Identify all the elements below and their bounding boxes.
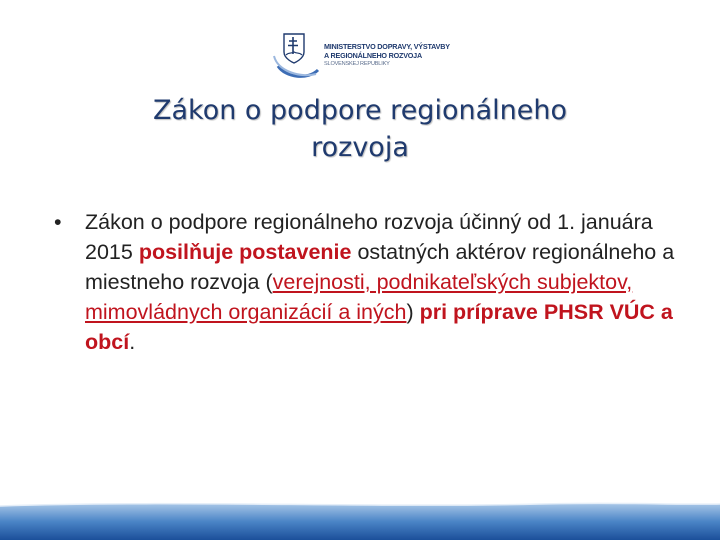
bullet-text-plain: Zákon o podpore regionálneho rozvoja účinný od 1. januára 2015 bbox=[85, 210, 653, 264]
slide-title-line1: Zákon o podpore regionálneho bbox=[153, 95, 567, 126]
bullet-underlined-stakeholders: verejnosti, podnikateľských subjektov, mimovládnych organizácií a iných bbox=[85, 270, 633, 324]
ministry-name-line1: MINISTERSTVO DOPRAVY, VÝSTAVBY bbox=[324, 42, 450, 51]
slide-title bbox=[60, 92, 660, 166]
bullet-emphasis-preparation: pri príprave PHSR VÚC a obcí bbox=[85, 300, 673, 354]
bullet-text-period: . bbox=[129, 330, 136, 354]
ministry-logo bbox=[272, 26, 452, 82]
footer-wave-decoration bbox=[0, 496, 720, 540]
slide-title-line2: rozvoja bbox=[311, 132, 409, 163]
ministry-name bbox=[324, 42, 450, 68]
bullet-text bbox=[85, 207, 704, 357]
coat-of-arms-emblem-icon bbox=[272, 26, 322, 82]
bullet-item bbox=[54, 207, 704, 357]
ministry-name-line2: A REGIONÁLNEHO ROZVOJA bbox=[324, 51, 422, 60]
bullet-text-paren: ) bbox=[406, 300, 420, 324]
ministry-country: SLOVENSKEJ REPUBLIKY bbox=[324, 61, 390, 67]
bullet-marker: • bbox=[54, 210, 62, 234]
bullet-text-actors: ostatných aktérov regionálneho a miestneho rozvoja ( bbox=[85, 240, 675, 294]
bullet-emphasis-strengthens: posilňuje postavenie bbox=[138, 240, 352, 264]
